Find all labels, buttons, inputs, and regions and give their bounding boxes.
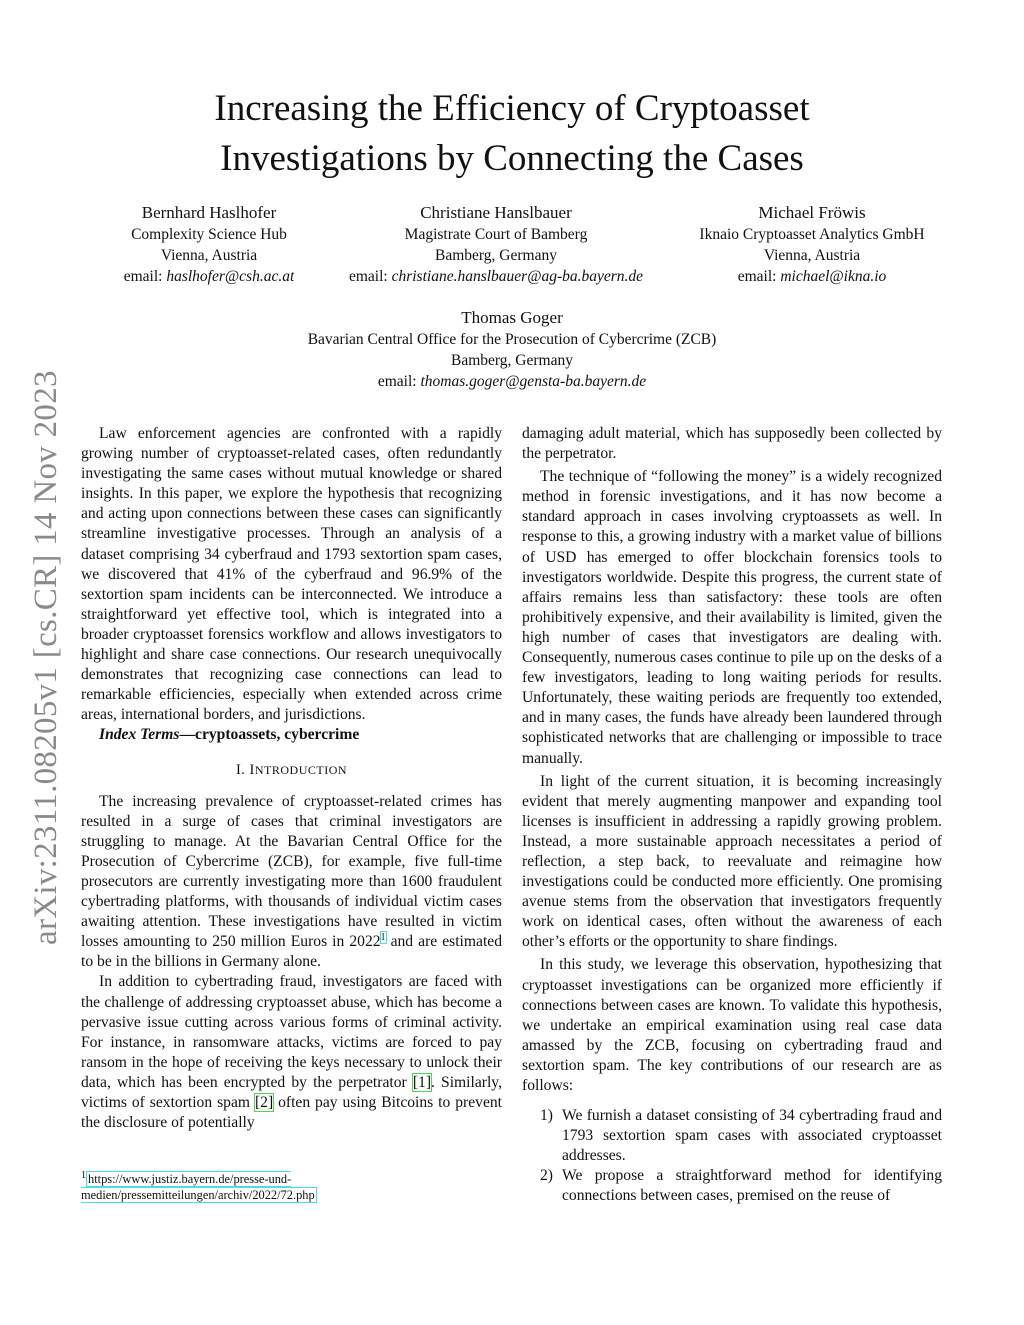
section-title-rest: NTRODUCTION [254, 762, 348, 777]
author-email-line: email: haslhofer@csh.ac.at [123, 268, 295, 285]
author-email-line: email: christiane.hanslbauer@ag-ba.bayern.de [348, 268, 644, 285]
title-line-1: Increasing the Efficiency of Cryptoasset [214, 88, 810, 129]
right-paragraph-continuation: damaging adult material, which has supposedly been collected by the perpetrator. [522, 425, 942, 463]
intro-paragraph-1: The increasing prevalence of cryptoasset-related crimes has resulted in a surge of cases that criminal investigators are struggling to manage. At the Bavarian Central Office for the Prosecution of Cybercrime (ZCB), for example, five full-time prosecutors are currently investigating more than 1600 fraudulent cybertrading platforms, with thousands of individual victim cases awaiting attention. These investigations have resulted in victim losses amounting to 250 million Euros in 2022$^1$ and are estimated to be in the billions in Germany alone. [81, 792, 502, 971]
paper-title [120, 84, 904, 184]
author-email-line: email: thomas.goger@gensta-ba.bayern.de [377, 373, 647, 390]
author-email[interactable]: michael@ikna.io [780, 268, 887, 285]
contributions-list [522, 1106, 942, 1206]
index-terms-list: —cryptoassets, cybercrime [179, 726, 360, 744]
author-location: Vienna, Austria [763, 247, 861, 264]
index-terms-label: Index Terms [99, 726, 180, 744]
author-email[interactable]: christiane.hanslbauer@ag-ba.bayern.de [391, 268, 644, 285]
right-column [522, 424, 942, 1207]
author-name: Christiane Hanslbauer [420, 203, 572, 222]
author-email-line: email: michael@ikna.io [737, 268, 887, 285]
arxiv-identifier: arXiv:2311.08205v1 [cs.CR] 14 Nov 2023 [28, 370, 64, 945]
abstract [81, 424, 502, 725]
list-item: 2) We propose a straightforward method for identifying connections between cases, premised on the reuse of [540, 1167, 942, 1205]
index-terms [81, 725, 502, 745]
author-affiliation: Magistrate Court of Bamberg [404, 226, 588, 243]
author-name: Bernhard Haslhofer [141, 203, 277, 222]
author-email[interactable]: haslhofer@csh.ac.at [166, 268, 295, 285]
author-location: Bamberg, Germany [451, 352, 573, 369]
list-item: 1) We furnish a dataset consisting of 34 cybertrading fraud and 1793 sextortion spam cases with associated cryptoasset addresses. [540, 1107, 942, 1165]
title-line-2: Investigations by Connecting the Cases [220, 138, 804, 179]
right-paragraph-1: The technique of “following the money” is a widely recognized method in forensic investigations, and it has now become a standard approach in cases involving cryptoassets as well. In response to this, a growing industry with a market value of billions of USD has emerged to offer blockchain forensics tools to investigators worldwide. Despite this progress, the current state of affairs remains less than satisfactory: these tools are often prohibitively expensive, and their availability is limited, given the high number of cases that investigators are dealing with. Consequently, numerous cases continue to pile up on the desks of a few investigators, leading to long waiting periods for results. Unfortunately, these waiting periods are frequently too extended, and in many cases, the funds have already been laundered through sophisticated networks that are challenging or impossible to trace manually. [522, 468, 942, 767]
author-block-2 [334, 201, 658, 287]
author-block-3 [684, 201, 940, 287]
section-heading-introduction [81, 760, 502, 780]
author-location: Bamberg, Germany [435, 247, 557, 264]
author-block-4 [262, 306, 762, 392]
section-number: I. [235, 761, 246, 778]
footnote-marker[interactable]: 1 [380, 932, 386, 944]
section-title-initial: I [249, 761, 255, 778]
footnote-link[interactable]: https://www.justiz.bayern.de/presse-und-medien/pressemitteilungen/archiv/2022/72.php [81, 1172, 315, 1202]
author-location: Vienna, Austria [160, 247, 258, 264]
right-paragraph-3: In this study, we leverage this observation, hypothesizing that cryptoasset investigations can be organized more efficiently if connections between cases are known. To validate this hypothesis, we undertake an empirical examination using real case data amassed by the ZCB, focusing on cybertrading fraud and sextortion spam. The key contributions of our research are as follows: [522, 956, 942, 1094]
author-affiliation: Iknaio Cryptoasset Analytics GmbH [699, 226, 925, 243]
citation-2[interactable]: [2] [254, 1094, 274, 1111]
footnote-number: 1 [81, 1169, 86, 1181]
author-email[interactable]: thomas.goger@gensta-ba.bayern.de [420, 373, 647, 390]
author-affiliation: Complexity Science Hub [131, 226, 287, 243]
author-block-1 [109, 201, 309, 287]
left-column [81, 424, 502, 1133]
author-name: Michael Fröwis [758, 203, 866, 222]
intro-paragraph-2: In addition to cybertrading fraud, investigators are faced with the challenge of addressing cryptoasset abuse, which has become a pervasive issue cutting across various forms of criminal activity. For instance, in ransomware attacks, victims are forced to pay ransom in the hope of receiving the keys necessary to unlock their data, which has been encrypted by the perpetrator [1]. Similarly, victims of sextortion spam [2] often pay using Bitcoins to prevent the disclosure of potentially [81, 973, 503, 1132]
footnote [81, 1169, 511, 1203]
abstract-text: Law enforcement agencies are confronted with a rapidly growing number of cryptoasset-related cases, often redundantly investigating the same cases without mutual knowledge or shared insights. In this paper, we explore the hypothesis that recognizing and acting upon connections between these cases can significantly streamline investigative processes. Through an analysis of a dataset comprising 34 cyberfraud and 1793 sextortion spam cases, we discovered that 41% of the cyberfraud and 96.9% of the sextortion spam incidents can be interconnected. We introduce a straightforward yet effective tool, which is integrated into a broader cryptoasset forensics workflow and allows investigators to highlight and share case connections. Our research unequivocally demonstrates that recognizing case connections can lead to remarkable efficiencies, especially when extended across crime areas, international borders, and jurisdictions. [81, 425, 502, 724]
citation-1[interactable]: [1] [412, 1073, 432, 1091]
author-affiliation: Bavarian Central Office for the Prosecution of Cybercrime (ZCB) [307, 331, 717, 348]
right-paragraph-2: In light of the current situation, it is becoming increasingly evident that merely augmenting manpower and expanding tool licenses is insufficient in addressing a rapidly growing problem. Instead, a more sustainable approach necessitates a period of reflection, a step back, to reevaluate and reimagine how investigations could be conducted more efficiently. One promising avenue stems from the observation that investigators frequently work on identical cases, often without the awareness of each other’s efforts or the opportunity to share findings. [522, 772, 942, 951]
author-name: Thomas Goger [461, 308, 563, 327]
